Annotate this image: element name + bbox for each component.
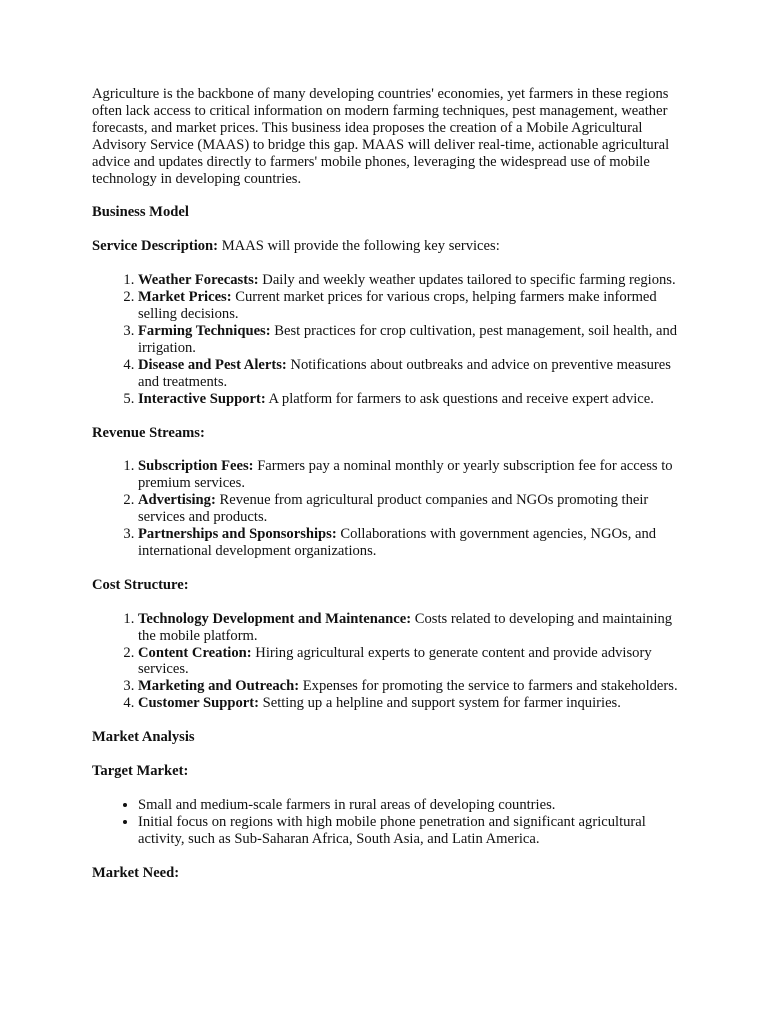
- service-item-title: Disease and Pest Alerts:: [138, 356, 287, 373]
- service-item-disease-alerts: [138, 357, 692, 391]
- cost-item-title: Customer Support:: [138, 695, 259, 712]
- cost-item-content: [138, 645, 692, 679]
- service-description-text: MAAS will provide the following key services:: [218, 238, 500, 255]
- service-item-title: Market Prices:: [138, 289, 232, 306]
- service-item-text: A platform for farmers to ask questions and receive expert advice.: [265, 390, 654, 407]
- service-item-title: Weather Forecasts:: [138, 272, 259, 289]
- revenue-item-subscription: [138, 458, 692, 492]
- revenue-item-partnerships: [138, 526, 692, 560]
- service-item-title: Farming Techniques:: [138, 322, 271, 339]
- cost-item-text: Setting up a helpline and support system for farmer inquiries.: [258, 695, 621, 712]
- cost-item-title: Content Creation:: [138, 644, 252, 661]
- cost-item-title: Technology Development and Maintenance:: [138, 610, 412, 627]
- service-item-farming-techniques: [138, 323, 692, 357]
- revenue-item-title: Partnerships and Sponsorships:: [138, 526, 337, 543]
- target-market-item: • Initial focus on regions with high mobile phone penetration and significant agricultural activity, such as Sub-Saharan Africa, South Asia, and Latin America.: [138, 814, 692, 848]
- services-list: [92, 272, 692, 407]
- service-description-label: Service Description:: [92, 238, 219, 255]
- business-model-heading: Business Model: [92, 204, 189, 221]
- target-market-list: [92, 797, 692, 848]
- cost-item-text: Expenses for promoting the service to farmers and stakeholders.: [299, 678, 678, 695]
- target-market-heading: Target Market:: [92, 763, 189, 780]
- service-item-weather: [138, 272, 692, 289]
- cost-structure-heading: Cost Structure:: [92, 576, 189, 593]
- cost-item-marketing: [138, 678, 692, 695]
- service-item-market-prices: [138, 289, 692, 323]
- revenue-item-text: Collaborations with government agencies, NGOs, and international development organizations.: [138, 526, 657, 559]
- target-market-item: • Small and medium-scale farmers in rural areas of developing countries.: [138, 797, 692, 814]
- service-item-text: Notifications about outbreaks and advice on preventive measures and treatments.: [138, 356, 671, 390]
- cost-structure-list: [92, 611, 692, 712]
- document-page: [92, 86, 692, 899]
- cost-item-customer-support: [138, 695, 692, 712]
- service-item-text: Daily and weekly weather updates tailored to specific farming regions.: [258, 272, 676, 289]
- revenue-item-title: Advertising:: [138, 492, 216, 509]
- market-need-heading: Market Need:: [92, 864, 180, 881]
- service-item-interactive-support: [138, 391, 692, 408]
- intro-paragraph: Agriculture is the backbone of many developing countries' economies, yet farmers in these regions often lack access to critical information on modern farming techniques, pest management, weather forecasts, and market prices. This business idea proposes the creation of a Mobile Agricultural Advisory Service (MAAS) to bridge this gap. MAAS will deliver real-time, actionable agricultural advice and updates directly to farmers' mobile phones, leveraging the widespread use of mobile technology in developing countries.: [92, 86, 670, 187]
- revenue-item-title: Subscription Fees:: [138, 458, 254, 475]
- cost-item-technology: [138, 611, 692, 645]
- revenue-item-text: Farmers pay a nominal monthly or yearly subscription fee for access to premium services.: [138, 458, 673, 492]
- service-item-text: Best practices for crop cultivation, pest management, soil health, and irrigation.: [138, 322, 678, 356]
- service-description-paragraph: [92, 238, 692, 255]
- service-item-text: Current market prices for various crops, helping farmers make informed selling decisions.: [138, 289, 657, 323]
- cost-item-title: Marketing and Outreach:: [138, 678, 300, 695]
- revenue-streams-heading: Revenue Streams:: [92, 424, 205, 441]
- revenue-item-advertising: [138, 492, 692, 526]
- cost-item-text: Hiring agricultural experts to generate content and provide advisory services.: [138, 644, 652, 678]
- revenue-streams-list: [92, 458, 692, 559]
- revenue-item-text: Revenue from agricultural product companies and NGOs promoting their services and products.: [138, 492, 649, 526]
- market-analysis-heading: Market Analysis: [92, 729, 195, 746]
- cost-item-text: Costs related to developing and maintaining the mobile platform.: [138, 610, 673, 644]
- service-item-title: Interactive Support:: [138, 390, 266, 407]
